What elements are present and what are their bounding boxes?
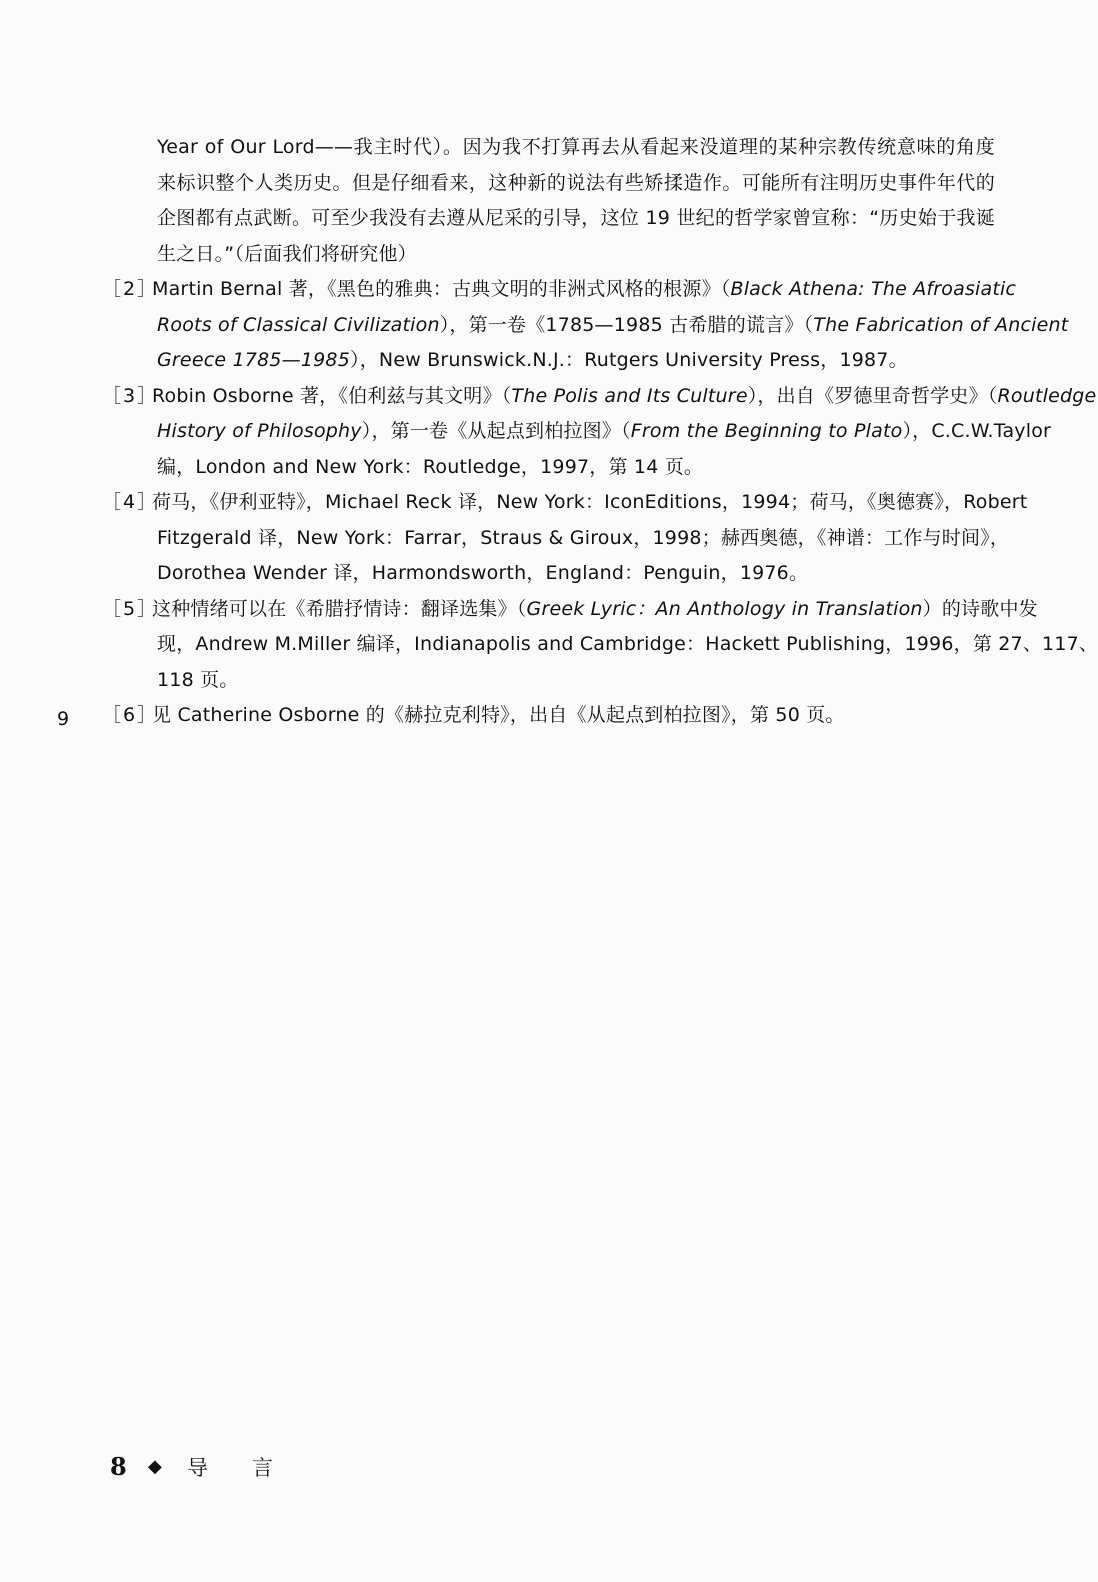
note-2-number: ［2］	[102, 278, 159, 300]
note-4-number: ［4］	[102, 491, 159, 513]
note-1-continuation-line: 企图都有点武断。可至少我没有去遵从尼采的引导，这位 19 世纪的哲学家曾宣称：“历史始于我诞	[157, 207, 995, 229]
note-6-number: ［6］	[102, 704, 159, 726]
note-5-number: ［5］	[102, 597, 159, 620]
note-6-line-1: ［6］见 Catherine Osborne 的《赫拉克利特》，出自《从起点到柏拉图》，第 50 页。	[102, 698, 995, 734]
page-number: 8	[110, 1452, 127, 1481]
margin-line-number: 9	[57, 708, 70, 730]
note-3-line-1: ［3］Robin Osborne 著，《伯利兹与其文明》（The Polis and Its Culture），出自《罗德里奇哲学史》（Routledge	[102, 379, 995, 415]
note-4-line-2: Fitzgerald 译，New York：Farrar，Straus & Giroux，1998；赫西奥德，《神谱：工作与时间》，	[157, 526, 1010, 549]
note-2-line-3: Greece 1785—1985），New Brunswick.N.J.：Rutgers University Press，1987。	[157, 349, 908, 371]
note-3-number: ［3］	[102, 384, 159, 407]
note-4-line-1: ［4］荷马，《伊利亚特》，Michael Reck 译，New York：IconEditions，1994；荷马，《奥德赛》，Robert	[102, 485, 995, 521]
note-1-continuation-line: Year of Our Lord——我主时代）。因为我不打算再去从看起来没道理的某种宗教传统意味的角度	[157, 136, 995, 158]
note-5-line-1: ［5］这种情绪可以在《希腊抒情诗：翻译选集》（Greek Lyric：An Anthology in Translation）的诗歌中发	[102, 592, 995, 628]
note-3-line-2: History of Philosophy），第一卷《从起点到柏拉图》（From the Beginning to Plato），C.C.W.Taylor	[157, 420, 1052, 442]
note-5-line-2: 现，Andrew M.Miller 编译，Indianapolis and Cambridge：Hackett Publishing，1996，第 27、117、	[157, 633, 1098, 655]
note-2-line-1: ［2］Martin Bernal 著，《黑色的雅典：古典文明的非洲式风格的根源》（Black Athena: The Afroasiatic	[102, 272, 995, 308]
section-title: 导言	[187, 1456, 317, 1480]
note-4-line-3: Dorothea Wender 译，Harmondsworth，England：Penguin，1976。	[157, 562, 809, 584]
note-1-continuation-line: 生之日。”（后面我们将研究他）	[157, 242, 417, 265]
note-1-continuation-line: 来标识整个人类历史。但是仔细看来，这种新的说法有些矫揉造作。可能所有注明历史事件年代的	[157, 171, 995, 194]
note-3-line-3: 编，London and New York：Routledge，1997，第 14 页。	[157, 455, 704, 478]
note-2-line-2: Roots of Classical Civilization），第一卷《1785—1985 古希腊的谎言》（The Fabrication of Ancient	[157, 313, 1069, 336]
diamond-icon: ◆	[148, 1456, 162, 1477]
endnotes	[102, 130, 1098, 734]
note-5-line-3: 118 页。	[157, 668, 239, 691]
